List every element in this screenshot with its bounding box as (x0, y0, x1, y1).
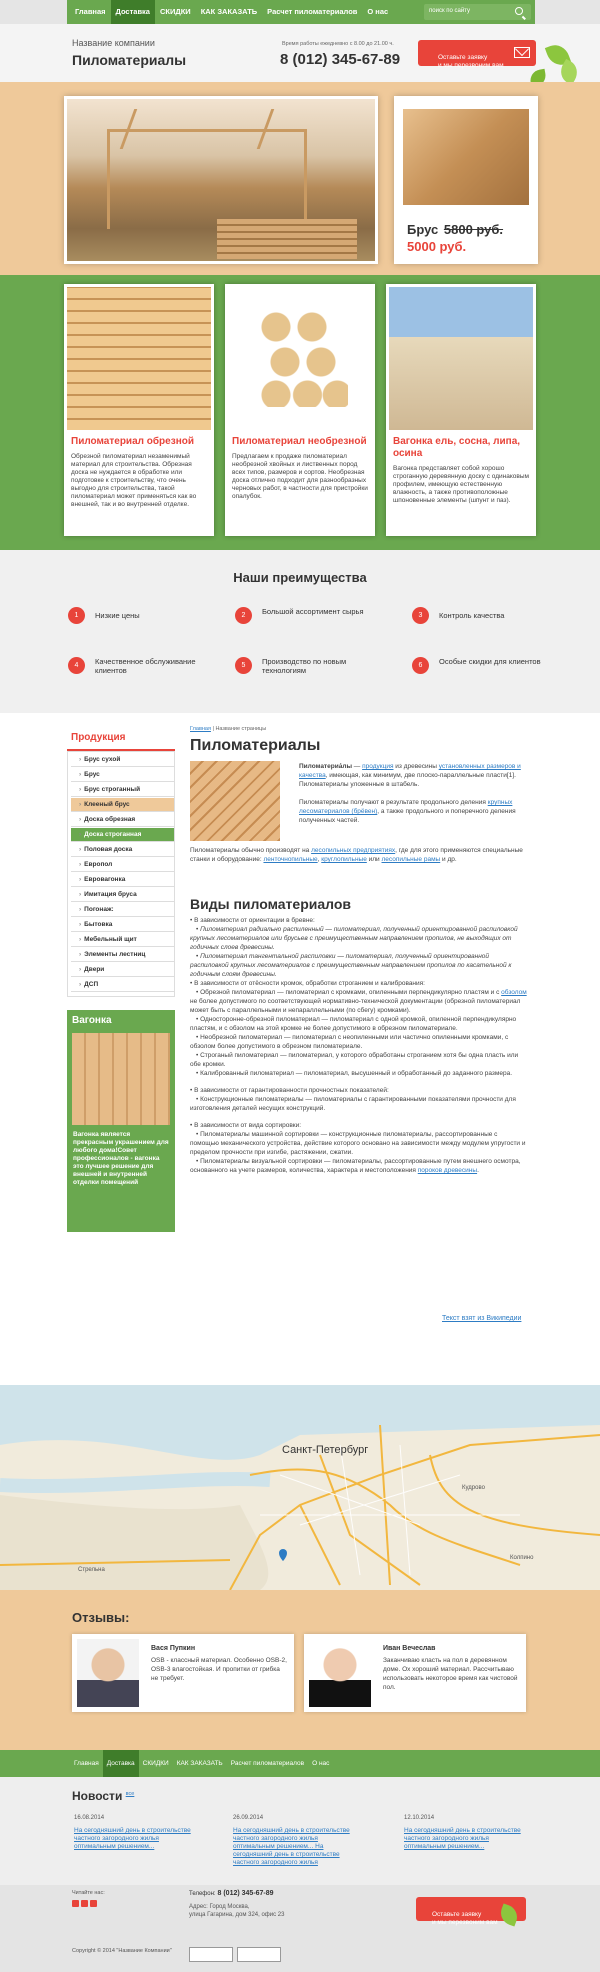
text-p1: В зависимости от ориентации в бревне: (194, 917, 315, 924)
link-circular-saw[interactable]: круглопильные (321, 856, 367, 863)
advantage-number: 3 (412, 607, 429, 624)
product-card[interactable] (225, 284, 375, 536)
advantage-number: 2 (235, 607, 252, 624)
footer-nav-item[interactable]: О нас (312, 1760, 330, 1767)
news-link[interactable]: На сегодняшний день в строительстве частного загородного жилья оптимальным решением... (74, 1827, 191, 1850)
company-name-small: Название компании (72, 38, 155, 48)
promo-product: Брус (407, 222, 439, 237)
social-links (72, 1900, 99, 1909)
news-item (404, 1815, 532, 1851)
news-item (74, 1815, 202, 1851)
review-text: OSB - классный материал. Особенно OSB-2, OSB-3 влагостойкая. И пропитки от грибка не требует. (151, 1657, 287, 1682)
sidebar-item[interactable]: › Бытовка (71, 918, 174, 932)
link-sizes[interactable]: установленных размеров и качества (299, 763, 521, 779)
sidebar-item[interactable]: › Доска строганная (71, 828, 174, 842)
map-label: Кудрово (462, 1485, 485, 1491)
advantage-number: 4 (68, 657, 85, 674)
sidebar-item[interactable]: › Брус сухой (71, 753, 174, 767)
advantage-text: Качественное обслуживание клиентов (95, 657, 196, 675)
envelope-icon (514, 47, 530, 58)
text-p6: Односторонне-обрезной пиломатериал — пиломатериал с одной кромкой, опиленной перпендикулярно пластям, и с обзолом на этой кромке не более допустимого в обрезном пиломатериале. (190, 1016, 517, 1032)
product-description: Вагонка представляет собой хорошо строганную деревянную доску с одинаковым профилем, имеющую естественную влажность, а также противоположные шпоновенные элементы (шпунт и паз). (393, 465, 529, 504)
map-city-label: Санкт-Петербург (282, 1444, 369, 1456)
text-p8: Строганый пиломатериал — пиломатериал, у которого обработаны строганием хотя бы одна пласть или обе кромки. (190, 1052, 519, 1068)
link-defects[interactable]: пороков древесины (417, 1167, 478, 1174)
promo-card[interactable] (394, 96, 538, 264)
copyright: Copyright © 2014 "Название Компании" (72, 1948, 172, 1954)
link-band-saw[interactable]: ленточнопильные (263, 856, 318, 863)
text-p2: Пиломатериал радиально распиленный — пиломатериал, полученный ориентированной распиловкой крупных лесоматериалов или брусьев с преимущественным направлением пропилов, не выходящих от годичных слоев древесины. (190, 926, 518, 951)
header-phone: 8 (012) 345-67-89 (280, 51, 401, 68)
news-date: 12.10.2014 (404, 1815, 435, 1821)
intro-4b: , где для этого применяются специальные станки и оборудование: (190, 847, 523, 863)
sidebar-header (67, 727, 175, 751)
link-produkciya[interactable]: продукция (362, 763, 394, 770)
site-title: Пиломатериалы (72, 52, 187, 68)
product-description: Предлагаем к продаже пиломатериал необрезной хвойных и лиственных пород всех типов, размеров и сортов. Необрезная доска отлично подходит для разнообразных черновых работ, в частности для пристройки опалубок. (232, 453, 368, 500)
text-p14a: Пиломатериалы визуальной сортировки — пиломатериалы, рассортированные путем внешнего осмотра, основанного на учете размеров, количества, характера и местоположения (190, 1158, 521, 1174)
promo-new-price: 5000 руб. (407, 239, 467, 254)
product-image (389, 287, 533, 430)
nav-item[interactable]: КАК ЗАКАЗАТЬ (200, 7, 258, 16)
nav-item[interactable]: Главная (75, 7, 106, 16)
intro-mid: из древесины (393, 763, 439, 770)
sidebar-item[interactable]: › Элементы лестниц (71, 948, 174, 962)
product-description: Обрезной пиломатериал незаменимый материал для строительства. Обрезная доска не нуждается в обработке или подготовке к строительству, что очень выгодно для строительства, такой пиломатериал может применяться как во внешней, так и во внутренней отделке. (71, 453, 197, 508)
timber-image (403, 109, 529, 205)
text-p12: В зависимости от вида сортировки: (194, 1122, 302, 1129)
product-title[interactable]: Вагонка ель, сосна, липа, осина (393, 436, 521, 459)
map-label: Стрельна (78, 1567, 105, 1573)
text-p14b: . (477, 1167, 479, 1174)
news-date: 26.09.2014 (233, 1815, 264, 1821)
search-placeholder: поиск по сайту (429, 8, 470, 14)
sidebar-promo-title: Вагонка (72, 1015, 112, 1026)
sidebar-promo[interactable] (67, 1010, 175, 1232)
breadcrumb-home[interactable]: Главная (190, 726, 211, 732)
review-author: Вася Пупкин (151, 1645, 196, 1652)
product-image (67, 287, 211, 430)
advantage-number: 5 (235, 657, 252, 674)
footer-nav-item[interactable]: Расчет пиломатериалов (230, 1760, 305, 1767)
nav-item[interactable]: Доставка (111, 0, 155, 24)
text-p7: Необрезной пиломатериал — пиломатериал с неопиленными или частично опиленными кромками, с обзолом более допустимого в обрезном пиломатериале. (190, 1034, 509, 1050)
advantage-text: Особые скидки для клиентов (439, 657, 541, 666)
footer-phone (189, 1890, 274, 1897)
intro-4e: и др. (440, 856, 457, 863)
nav-item[interactable]: Расчет пиломатериалов (267, 7, 358, 16)
search-input[interactable] (424, 4, 531, 20)
news-link[interactable]: На сегодняшний день в строительстве частного загородного жилья оптимальным решением... (404, 1827, 521, 1850)
review-text: Заканчиваю класть на пол в деревянном доме. Ох хороший материал. Рассчитываю использовать некоторое время как чистовой пол. (383, 1657, 518, 1691)
nav-item[interactable]: СКИДКИ (159, 7, 191, 16)
link-sawmills[interactable]: лесопильных предприятиях (311, 847, 396, 854)
callback-label: Оставьте заявку и мы перезвоним вам (438, 54, 504, 69)
text-p5a: Обрезной пиломатериал — пиломатериал с кромками, опиленными перпендикулярно пластям и с (200, 989, 502, 996)
sidebar-item[interactable]: › Клееный брус (71, 798, 174, 812)
sidebar-item[interactable]: › Европол (71, 858, 174, 872)
source-link[interactable]: Текст взят из Википедии (442, 1315, 522, 1322)
search-icon[interactable] (515, 7, 523, 15)
text-p11: Конструкционные пиломатериалы — пиломатериалы с гарантированными показателями прочности для изготовления деталей несущих конструкций. (190, 1096, 516, 1112)
text-p10: В зависимости от гарантированности прочностных показателей: (194, 1087, 389, 1094)
avatar (309, 1639, 371, 1707)
breadcrumb (190, 726, 266, 732)
news-item (233, 1815, 361, 1867)
news-link[interactable]: На сегодняшний день в строительстве частного загородного жилья оптимальным решением... На сегодняшний день в строительстве частного загородного жилья (233, 1827, 350, 1866)
intro-4d: или (366, 856, 382, 863)
page-title: Пиломатериалы (190, 737, 321, 754)
working-hours: Время работы ежедневно с 8.00 до 21.00 ч. (282, 41, 394, 47)
top-nav (0, 0, 600, 24)
follow-label: Читайте нас: (72, 1890, 105, 1896)
section-heading: Виды пиломатериалов (190, 896, 351, 912)
intro-4a: Пиломатериалы обычно производят на (190, 847, 312, 854)
sidebar-item[interactable]: › Мебельный щит (71, 933, 174, 947)
review-card (72, 1634, 294, 1712)
reviews-title: Отзывы: (72, 1610, 130, 1625)
sidebar-item[interactable]: › Брус строганный (71, 783, 174, 797)
intro-sep: — (352, 763, 363, 770)
link-logs[interactable]: крупных лесоматериалов (брёвен) (299, 799, 513, 815)
footer-phone-label: Телефон: (189, 1891, 216, 1897)
text-p3: Пиломатериал тангентальной распиловки — пиломатериал, полученный ориентированной распиловкой крупных лесоматериалов с преимущественным направлением пропилов по касательной к годичным слоям древесины. (190, 953, 512, 978)
article-image (190, 761, 280, 841)
sidebar-item[interactable]: › Половая доска (71, 843, 174, 857)
advantage-text: Низкие цены (95, 611, 140, 620)
footer-phone-number: 8 (012) 345-67-89 (217, 1890, 274, 1897)
sidebar-promo-image (72, 1033, 170, 1125)
footer-callback-label: Оставьте заявку и мы перезвоним вам (432, 1911, 498, 1926)
advantage-number: 6 (412, 657, 429, 674)
counter-badge[interactable] (237, 1947, 281, 1962)
map-label: Колпино (510, 1555, 534, 1561)
avatar (77, 1639, 139, 1707)
breadcrumb-separator: | (212, 726, 214, 732)
product-title[interactable]: Пиломатериал необрезной (232, 436, 367, 447)
news-title-text: Новости (72, 1789, 123, 1803)
article-intro-2 (190, 846, 527, 864)
text-p9: Калиброванный пиломатериал — пиломатериал, высушенный и обработанный до заданного размера. (200, 1070, 513, 1077)
footer-nav (0, 1750, 600, 1777)
footer-address: Адрес: Город Москва, улица Гагарина, дом 324, офис 23 (189, 1904, 285, 1918)
link-saw-frames[interactable]: лесопильные рамы (381, 856, 441, 863)
intro-4c: , (317, 856, 322, 863)
sidebar-item[interactable]: › Погонаж: (71, 903, 174, 917)
sidebar-item[interactable]: › Доска обрезная (71, 813, 174, 827)
map[interactable] (0, 1385, 600, 1590)
advantage-text: Контроль качества (439, 611, 505, 620)
news-all-link[interactable]: все (125, 1791, 135, 1797)
intro-caption: Пиломатериалы уложенные в штабель. (299, 781, 420, 788)
promo-old-price: 5800 руб. (443, 222, 504, 237)
advantage-number: 1 (68, 607, 85, 624)
review-author: Иван Вечеслав (383, 1645, 436, 1652)
product-card[interactable] (386, 284, 536, 536)
product-image (228, 287, 372, 430)
breadcrumb-current: Название страницы (215, 726, 267, 732)
sidebar-item[interactable]: › Брус (71, 768, 174, 782)
product-title[interactable]: Пиломатериал обрезной (71, 436, 194, 447)
sidebar-item[interactable]: › Двери (71, 963, 174, 977)
facebook-icon[interactable] (81, 1900, 88, 1907)
article-intro (299, 762, 527, 825)
news-title (72, 1789, 134, 1803)
counter-badge[interactable] (189, 1947, 233, 1962)
text-p4: В зависимости от отёсности кромок, обработки строганием и калибрования: (194, 980, 425, 987)
advantage-text: Производство по новым технологиям (262, 657, 347, 675)
footer-nav-item[interactable]: Главная (74, 1760, 99, 1767)
twitter-icon[interactable] (90, 1900, 97, 1907)
sidebar-item[interactable]: › Имитация бруса (71, 888, 174, 902)
advantages-title: Наши преимущества (233, 570, 367, 585)
footer-nav-item[interactable]: КАК ЗАКАЗАТЬ (176, 1760, 223, 1767)
text-p5b: не более допустимого по соответствующей нормативно-технической документации (обрезной пиломатериал может быть с параллельными и непараллельными (по сбегу) кромками). (190, 998, 521, 1014)
footer-nav-item[interactable]: Доставка (103, 1750, 139, 1777)
intro-term: Пиломатериа́лы (299, 763, 352, 770)
intro-3a: Пиломатериалы получают в результате продольного деления (299, 799, 488, 806)
product-card[interactable] (64, 284, 214, 536)
footer-nav-item[interactable]: СКИДКИ (142, 1760, 169, 1767)
hero-image (64, 96, 378, 264)
news-date: 16.08.2014 (74, 1815, 105, 1821)
article-body: • В зависимости от ориентации в бревне: • Пиломатериал радиально распиленный — пиломатериал, полученный ориентированной распиловкой крупных лесоматериалов или брусьев с преимущественным направлением пропилов, не выходящих от годичных слоев древесины. • Пиломатериал тангентальной распиловки — пиломатериал, полученный ориентированной распиловкой крупных лесоматериалов с преимущественным направлением пропилов по касательной к годичным слоям древесины. • В зависимости от отёсности кромок, обработки строганием и калибрования: • Обрезной пиломатериал — пиломатериал с кромками, опиленными перпендикулярно пластям и с обзолом не более допустимого по соответствующей нормативно-технической документации (обрезной пиломатериал может быть с параллельными и непараллельными (по сбегу) кромками). • Односторонне-обрезной пиломатериал — пиломатериал с одной кромкой, опиленной перпендикулярно пластям, и с обзолом на этой кромке не более допустимого в обрезном пиломатериале. • Необрезной пиломатериал — пиломатериал с неопиленными или частично опиленными кромками, с обзолом более допустимого в обрезном пиломатериале. • Строганый пиломатериал — пиломатериал, у которого обработаны строганием хотя бы одна пласть или обе кромки. • Калиброванный пиломатериал — пиломатериал, высушенный и обработанный до заданного размера. • В зависимости от гарантированности прочностных показателей: • Конструкционные пиломатериалы — пиломатериалы с гарантированными показателями прочности для изготовления деталей несущих конструкций. • В зависимости от вида сортировки: • Пиломатериалы машинной сортировки — конструкционные пиломатериалы, рассортированные с помощью механического устройства, действие которого основано на зависимости между модулем упругости и пределом прочности при изгибе, растяжении, сжатии. • Пиломатериалы визуальной сортировки — пиломатериалы, рассортированные путем внешнего осмотра, основанного на учете размеров, количества, характера и местоположения пороков древесины. (190, 917, 527, 1174)
vk-icon[interactable] (72, 1900, 79, 1907)
sidebar-promo-text: Вагонка является прекрасным украшением для любого дома!Совет профессионалов - вагонка это лучшее решение для внешней и внутренней отделки помещений (73, 1131, 169, 1186)
intro-3b: , а также продольного и поперечного деления полученных частей. (299, 808, 516, 824)
intro-rest: , имеющая, как минимум, две плоско-параллельные пласти[1]. (325, 772, 516, 779)
link-obzol[interactable]: обзолом (501, 989, 527, 996)
sidebar-item[interactable]: › Евровагонка (71, 873, 174, 887)
text-p13: Пиломатериалы машинной сортировки — конструкционные пиломатериалы, рассортированные с помощью механического устройства, действие которого основано на зависимости между модулем упругости и пределом прочности при изгибе, растяжении, сжатии. (190, 1131, 526, 1156)
review-card (304, 1634, 526, 1712)
callback-button[interactable] (418, 40, 536, 69)
sidebar-title: Продукция (71, 732, 126, 743)
advantage-text: Большой ассортимент сырья (262, 607, 364, 616)
nav-item[interactable]: О нас (367, 7, 389, 16)
sidebar-item[interactable]: › ДСП (71, 978, 174, 992)
